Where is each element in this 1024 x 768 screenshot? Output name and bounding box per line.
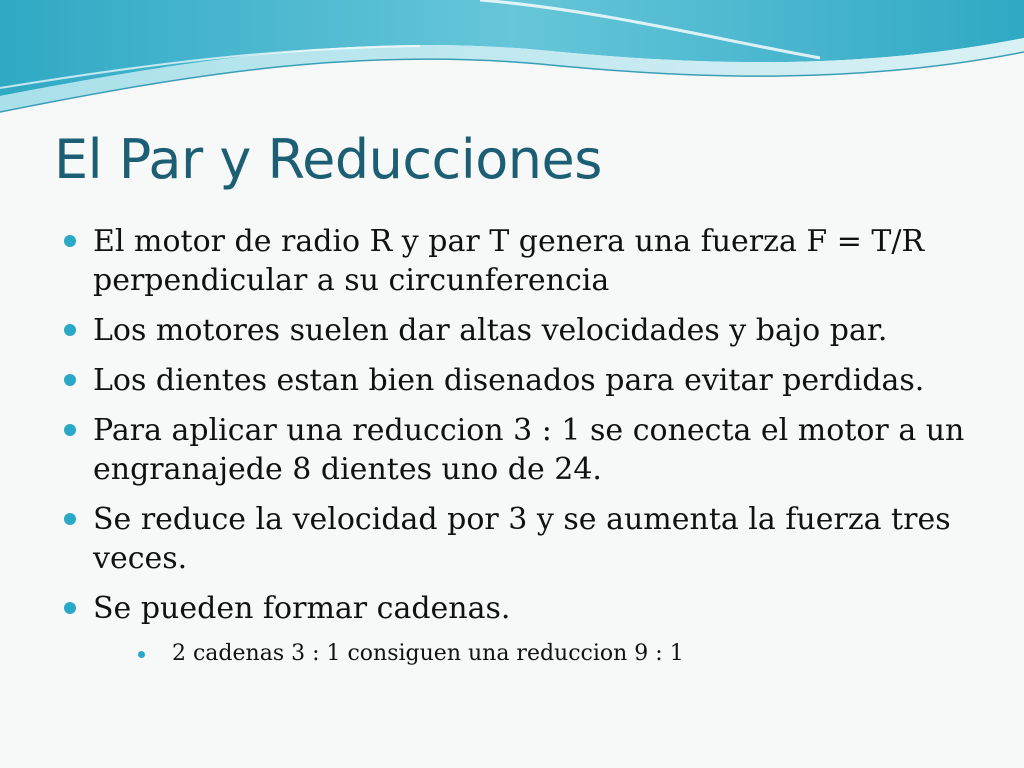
decorative-wave-header xyxy=(0,0,1024,130)
bullet-dot-icon xyxy=(64,374,76,386)
bullet-dot-icon xyxy=(64,424,76,436)
bullet-dot-icon xyxy=(64,602,76,614)
bullet-item xyxy=(64,222,994,300)
bullet-dot-icon xyxy=(64,324,76,336)
bullet-dot-icon xyxy=(64,235,76,247)
bullet-text: El motor de radio R y par T genera una fuerza F = T/R perpendicular a su circunferencia xyxy=(93,224,925,298)
bullet-item xyxy=(64,411,994,489)
bullet-text: Se pueden formar cadenas. xyxy=(93,591,511,626)
bullet-dot-icon xyxy=(64,513,76,525)
slide-title: El Par y Reducciones xyxy=(54,128,602,191)
bullet-item xyxy=(64,361,994,400)
bullet-text: Los motores suelen dar altas velocidades y bajo par. xyxy=(93,313,888,348)
bullet-item xyxy=(64,500,994,578)
bullet-item xyxy=(64,589,994,628)
sub-bullet-text: 2 cadenas 3 : 1 consiguen una reduccion 9 : 1 xyxy=(172,641,684,666)
bullet-text: Para aplicar una reduccion 3 : 1 se conecta el motor a un engranajede 8 dientes uno de 24. xyxy=(93,413,965,487)
bullet-text: Se reduce la velocidad por 3 y se aumenta la fuerza tres veces. xyxy=(93,502,951,576)
bullet-list xyxy=(64,222,994,669)
sub-bullet-item xyxy=(172,639,994,669)
bullet-text: Los dientes estan bien disenados para evitar perdidas. xyxy=(93,363,925,398)
sub-bullet-dot-icon xyxy=(138,651,145,658)
bullet-item xyxy=(64,311,994,350)
